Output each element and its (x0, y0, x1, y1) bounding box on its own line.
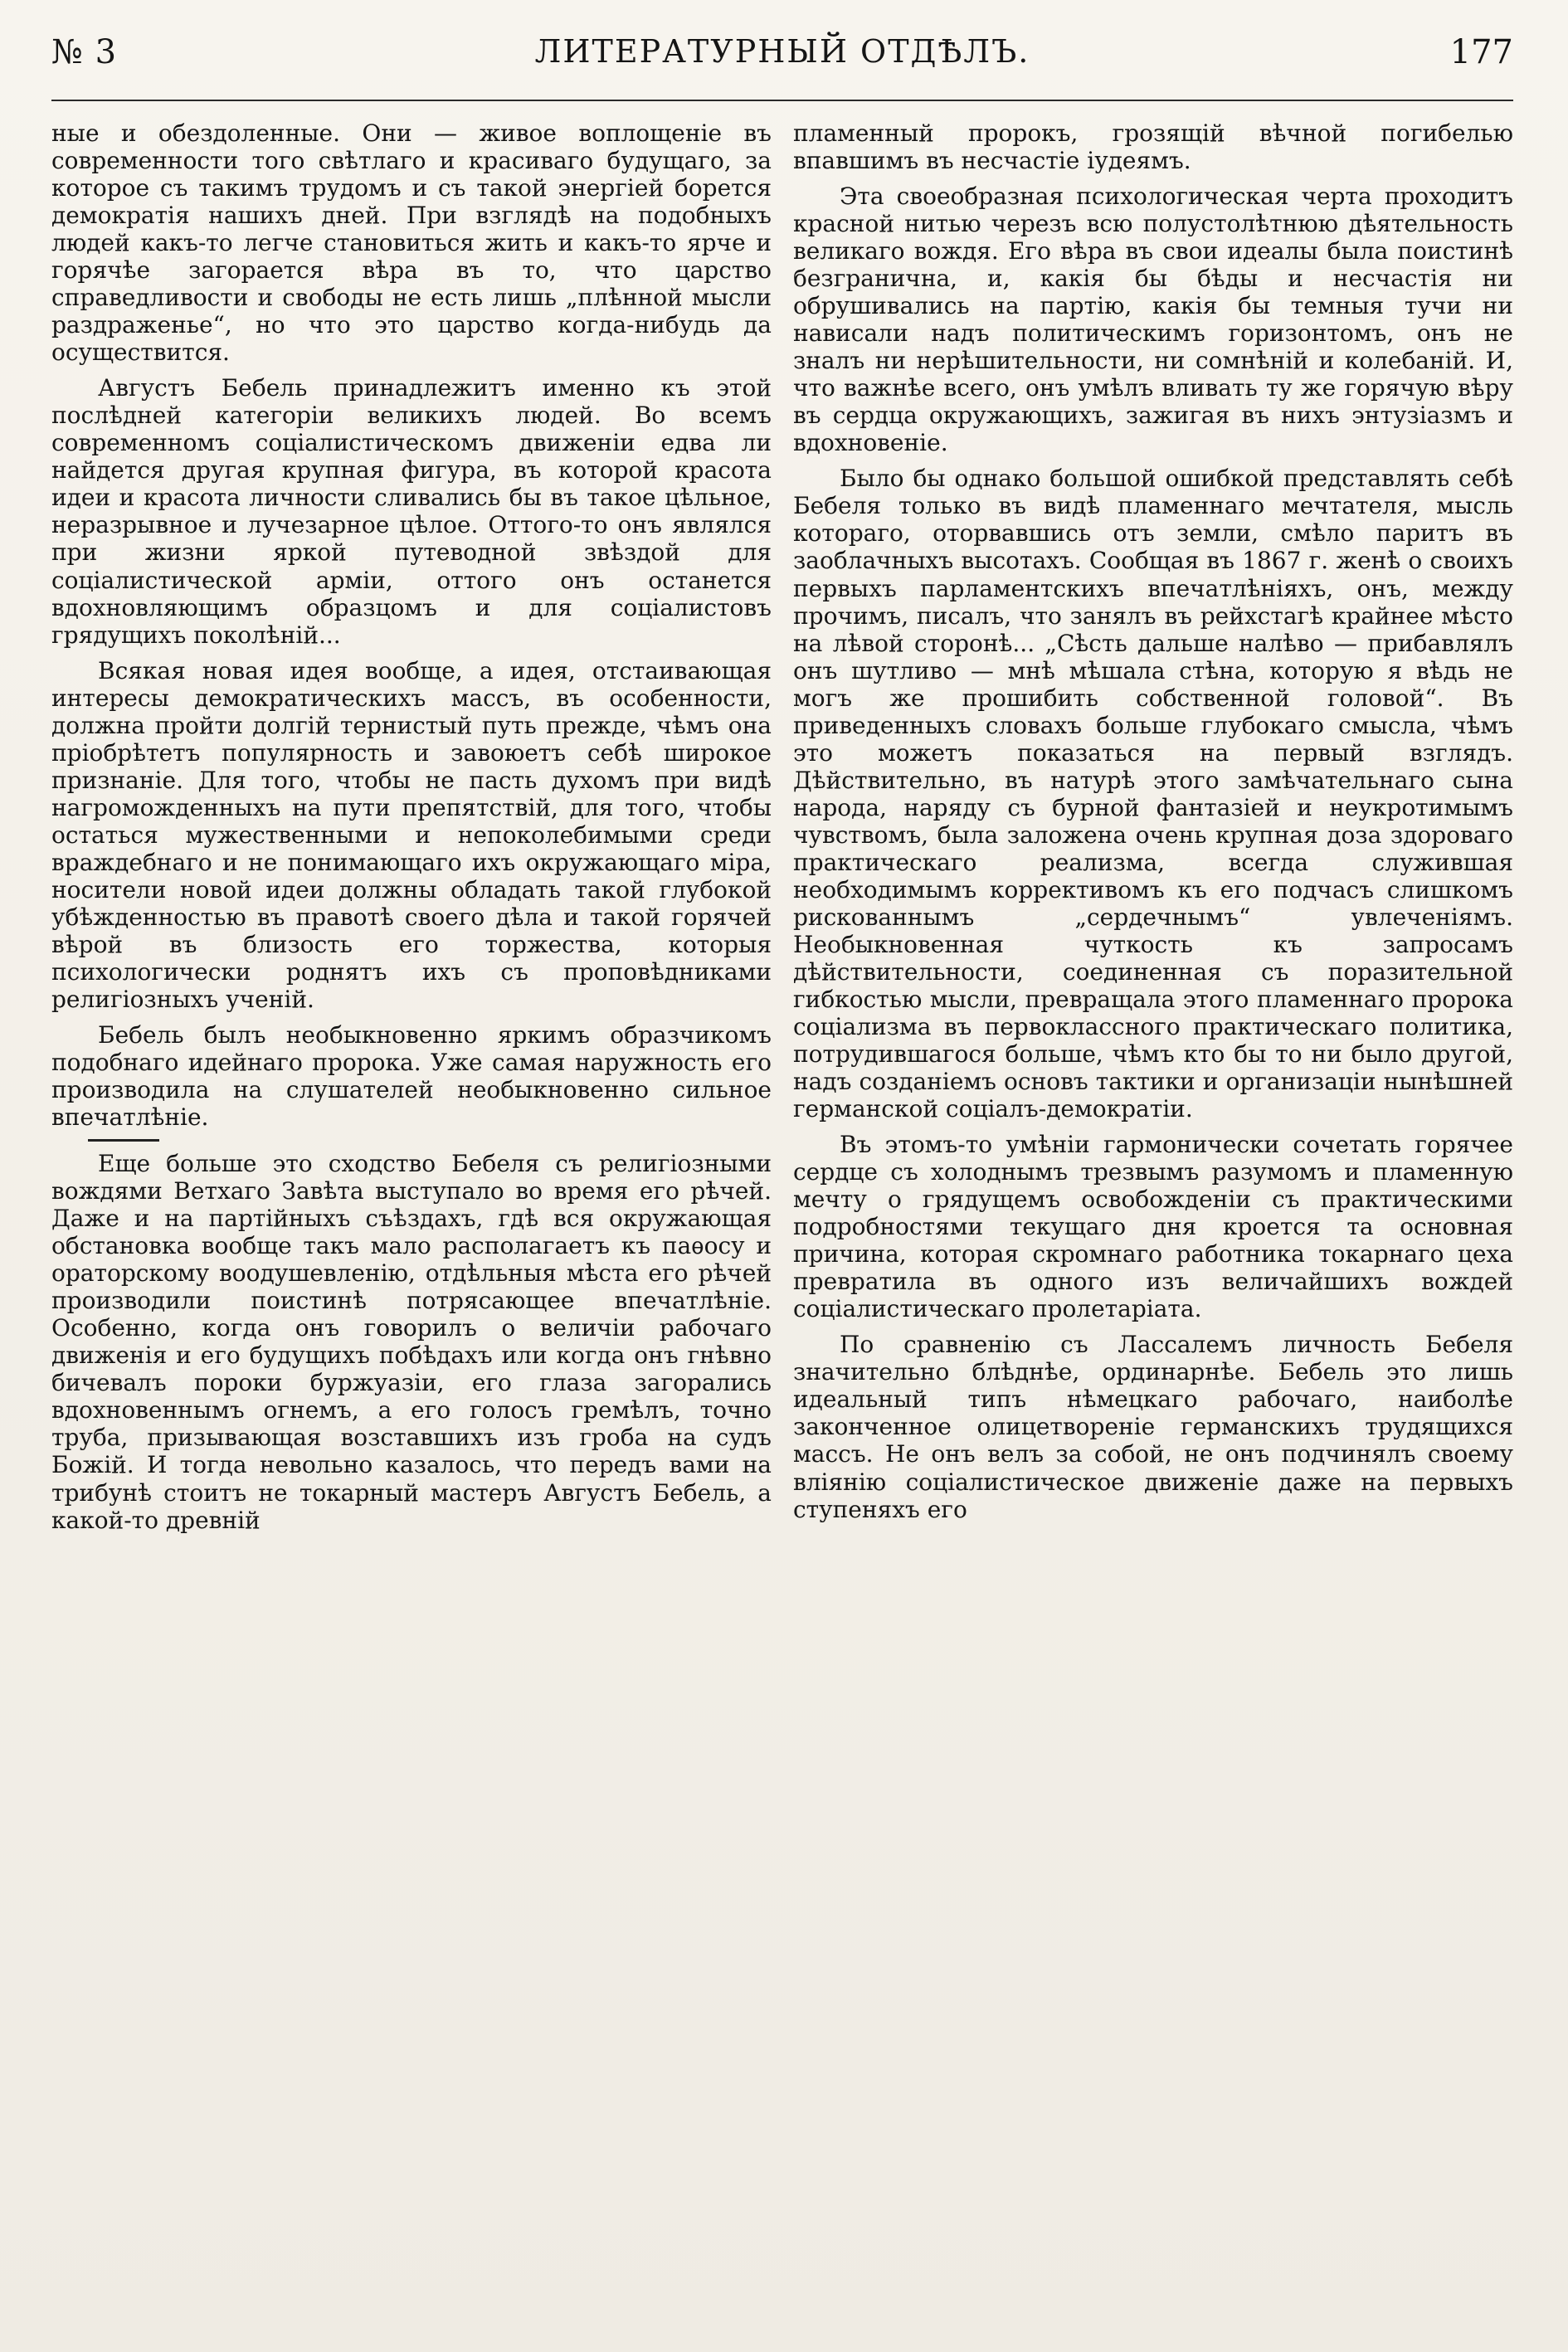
issue-number: № 3 (51, 33, 118, 71)
page-header (51, 23, 1513, 101)
paragraph: По сравненію съ Лассалемъ личность Бебеля значительно блѣднѣе, ординарнѣе. Бебель это лишь идеальный типъ нѣмецкаго рабочаго, наиболѣе законченное олицетвореніе германскихъ трудящихся массъ. Не онъ велъ за собой, не онъ подчинялъ своему вліянію соціалистическое движеніе даже на первыхъ ступеняхъ его (793, 1331, 1513, 1523)
paragraph: Всякая новая идея вообще, а идея, отстаивающая интересы демократическихъ массъ, въ особенности, должна пройти долгій тернистый путь прежде, чѣмъ она пріобрѣтетъ популярность и завоюетъ себѣ широкое признаніе. Для того, чтобы не пасть духомъ при видѣ нагроможденныхъ на пути препятствій, для того, чтобы остаться мужественными и непоколебимыми среди враждебнаго и не понимающаго ихъ окружающаго міра, носители новой идеи должны обладать такой глубокой убѣжденностью въ правотѣ своего дѣла и такой горячей вѣрой въ близость его торжества, которыя психологически роднятъ ихъ съ проповѣдниками религіозныхъ ученій. (51, 656, 772, 1013)
paragraph: Было бы однако большой ошибкой представлять себѣ Бебеля только въ видѣ пламеннаго мечтателя, мысль котораго, оторвавшись отъ земли, смѣло паритъ въ заоблачныхъ высотахъ. Сообщая въ 1867 г. женѣ о своихъ первыхъ парламентскихъ впечатлѣніяхъ, онъ, между прочимъ, писалъ, что занялъ въ рейхстагѣ крайнее мѣсто на лѣвой сторонѣ... „Сѣсть дальше налѣво — прибавлялъ онъ шутливо — мнѣ мѣшала стѣна, которую я вѣдь не могъ же прошибить собственной головой“. Въ приведенныхъ словахъ больше глубокаго смысла, чѣмъ это можетъ показаться на первый взглядъ. Дѣйствительно, въ натурѣ этого замѣчательнаго сына народа, наряду съ бурной фантазіей и неукротимымъ чувствомъ, была заложена очень крупная доза здороваго практическаго реализма, всегда служившая необходимымъ коррективомъ къ его подчасъ слишкомъ рискованнымъ „сердечнымъ“ увлеченіямъ. Необыкновенная чуткость къ запросамъ дѣйствительности, соединенная съ поразительной гибкостью мысли, превращала этого пламеннаго пророка соціализма въ первоклассного практическаго политика, потрудившагося больше, чѣмъ кто бы то ни было другой, надъ созданіемъ основъ тактики и организаціи нынѣшней германской соціалъ-демократіи. (793, 465, 1513, 1123)
paragraph: ные и обездоленные. Они — живое воплощеніе въ современности того свѣтлаго и красиваго будущаго, за которое съ такимъ трудомъ и съ такой энергіей борется демократія нашихъ дней. При взглядѣ на подобныхъ людей какъ-то легче становиться жить и какъ-то ярче и горячѣе загорается вѣра въ то, что царство справедливости и свободы не есть лишь „плѣнной мысли раздраженье“, но что это царство когда-нибудь да осуществится. (51, 119, 772, 367)
paragraph: Эта своеобразная психологическая черта проходитъ красной нитью черезъ всю полустолѣтнюю дѣятельность великаго вождя. Его вѣра въ свои идеалы была поистинѣ безгранична, и, какія бы бѣды и несчастія ни обрушивались на партію, какія бы темныя тучи ни нависали надъ политическимъ горизонтомъ, онъ не зналъ ни нерѣшительности, ни сомнѣній и колебаній. И, что важнѣе всего, онъ умѣлъ вливать ту же горячую вѣру въ сердца окружающихъ, зажигая въ нихъ энтузіазмъ и вдохновеніе. (793, 183, 1513, 457)
paragraph: пламенный пророкъ, грозящій вѣчной погибелью впавшимъ въ несчастіе іудеямъ. (793, 119, 1513, 175)
text-columns (51, 119, 1513, 1542)
paragraph: Бебель былъ необыкновенно яркимъ образчикомъ подобнаго идейнаго пророка. Уже самая наружность его производила на слушателей необыкновенно сильное впечатлѣніе. (51, 1021, 772, 1132)
left-column (51, 119, 772, 1542)
page-number: 177 (1449, 33, 1513, 71)
section-title: ЛИТЕРАТУРНЫЙ ОТДѢЛЪ. (534, 33, 1030, 70)
paragraph: Еще больше это сходство Бебеля съ религіозными вождями Ветхаго Завѣта выступало во время его рѣчей. Даже и на партійныхъ съѣздахъ, гдѣ вся окружающая обстановка вообще такъ мало располагаетъ къ паѳосу и ораторскому воодушевленію, отдѣльныя мѣста его рѣчей производили поистинѣ потрясающее впечатлѣніе. Особенно, когда онъ говорилъ о величіи рабочаго движенія и его будущихъ побѣдахъ или когда онъ гнѣвно бичевалъ пороки буржуазіи, его глаза загорались вдохновеннымъ огнемъ, а его голосъ гремѣлъ, точно труба, призывающая возставшихъ изъ гроба на судъ Божій. И тогда невольно казалось, что передъ вами на трибунѣ стоитъ не токарный мастеръ Августъ Бебель, а какой-то древній (51, 1150, 772, 1534)
separator-rule (88, 1139, 159, 1142)
paragraph: Въ этомъ-то умѣніи гармонически сочетать горячее сердце съ холоднымъ трезвымъ разумомъ и пламенную мечту о грядущемъ освобожденіи съ практическими подробностями текущаго дня кроется та основная причина, которая скромнаго работника токарнаго цеха превратила въ одного изъ величайшихъ вождей соціалистическаго пролетаріата. (793, 1131, 1513, 1323)
right-column (793, 119, 1513, 1531)
paragraph: Августъ Бебель принадлежитъ именно къ этой послѣдней категоріи великихъ людей. Во всемъ современномъ соціалистическомъ движеніи едва ли найдется другая крупная фигура, въ которой красота идеи и красота личности сливались бы въ такое цѣльное, неразрывное и лучезарное цѣлое. Оттого-то онъ являлся при жизни яркой путеводной звѣздой для соціалистической арміи, оттого онъ останется вдохновляющимъ образцомъ и для соціалистовъ грядущихъ поколѣній... (51, 374, 772, 649)
